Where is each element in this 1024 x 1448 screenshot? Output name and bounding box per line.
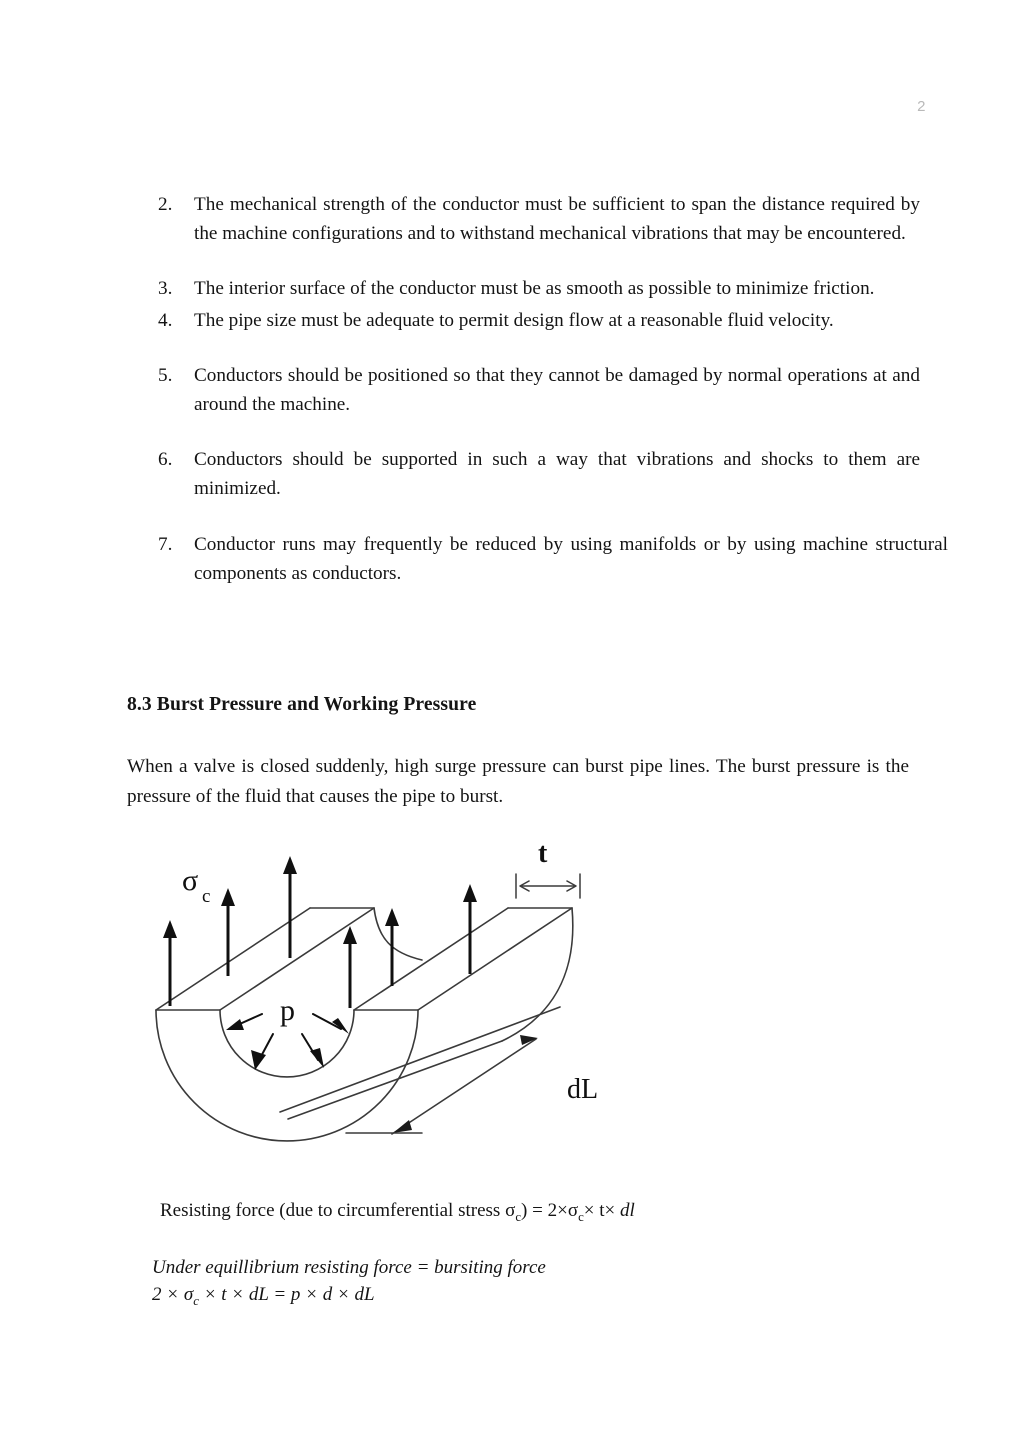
stress-label-sigma: σ	[182, 864, 199, 897]
stress-label-subscript: c	[202, 886, 211, 907]
list-item-number: 4.	[158, 309, 173, 331]
pressure-label: p	[280, 994, 295, 1027]
list-item-number: 5.	[158, 364, 173, 386]
formula-equilibrium-block	[152, 1255, 546, 1310]
list-item-text: Conductors should be positioned so that they cannot be damaged by normal operations at and around the machine.	[194, 364, 920, 415]
list-item	[158, 190, 920, 248]
formula-sigma-subscript: c	[515, 1208, 522, 1224]
length-label: dL	[567, 1074, 599, 1105]
pressure-arrow	[226, 1014, 262, 1030]
stress-arrow	[343, 926, 357, 1008]
list-spacer	[158, 419, 920, 445]
list-item-number: 7.	[158, 533, 173, 555]
list-item	[158, 361, 920, 419]
list-spacer	[158, 248, 920, 274]
formula-resisting-force	[160, 1200, 635, 1225]
length-dimension-line	[392, 1039, 536, 1134]
list-item-number: 3.	[158, 278, 173, 300]
list-item	[158, 306, 920, 335]
equation-part-b: × t × dL = p × d × dL	[198, 1283, 375, 1305]
outer-right-top-edge	[418, 908, 572, 1010]
list-item-text: Conductor runs may frequently be reduced by using manifolds or by using machine structural components as conductors.	[194, 533, 948, 584]
list-item	[158, 530, 948, 588]
formula-times-1: ×	[557, 1200, 568, 1221]
formula-equilibrium-statement: Under equillibrium resisting force = bursiting force	[152, 1257, 546, 1278]
pressure-arrow	[302, 1034, 324, 1068]
numbered-list	[158, 190, 948, 588]
list-item-number: 2.	[158, 194, 173, 215]
stress-arrow	[283, 856, 297, 958]
formula-times-2: ×	[583, 1200, 595, 1221]
bore-notch-curve	[374, 908, 422, 960]
formula-times-3: ×	[604, 1200, 616, 1221]
pressure-arrow	[251, 1034, 273, 1070]
formula-sigma-2-subscript: c	[578, 1208, 584, 1224]
list-spacer	[158, 504, 920, 530]
formula-tail-3: dl	[615, 1200, 635, 1221]
formula-tail-2: t	[594, 1200, 605, 1221]
list-item-text: The interior surface of the conductor must be as smooth as possible to minimize friction.	[194, 278, 875, 300]
list-item-number: 6.	[158, 449, 173, 471]
back-outer-arc	[502, 908, 573, 1041]
list-item	[158, 445, 920, 503]
list-item-text: The pipe size must be adequate to permit design flow at a reasonable fluid velocity.	[194, 309, 834, 331]
equation-subscript: c	[193, 1292, 199, 1308]
list-item-text: The mechanical strength of the conductor must be sufficient to span the distance required by the machine configurations and to withstand mechanical vibrations that may be encountered.	[194, 194, 920, 245]
list-spacer	[158, 335, 920, 361]
length-arrow-head-lower	[393, 1120, 412, 1133]
formula-equilibrium-equation	[152, 1282, 546, 1310]
burst-pressure-figure	[130, 836, 690, 1166]
pressure-arrow	[313, 1014, 349, 1034]
formula-sigma: σ	[505, 1200, 516, 1221]
circumferential-stress-arrow-group	[163, 856, 477, 1008]
stress-arrow	[385, 908, 399, 986]
formula-sigma-2: σ	[567, 1200, 579, 1221]
section-heading: 8.3 Burst Pressure and Working Pressure	[127, 694, 477, 715]
list-item-text: Conductors should be supported in such a way that vibrations and shocks to them are minimized.	[194, 449, 920, 500]
page-number: 2	[917, 98, 926, 115]
thickness-label: t	[538, 838, 548, 869]
stress-arrow	[221, 888, 235, 976]
list-item	[158, 274, 920, 303]
equation-part-a: 2 × σ	[152, 1283, 194, 1305]
stress-arrow	[163, 920, 177, 1006]
section-paragraph: When a valve is closed suddenly, high surge pressure can burst pipe lines. The burst pressure is the pressure of the fluid that causes the pipe to burst.	[127, 756, 909, 808]
formula-tail-1: ) = 2	[521, 1200, 558, 1221]
formula-lead: Resisting force (due to circumferential stress	[160, 1200, 506, 1221]
